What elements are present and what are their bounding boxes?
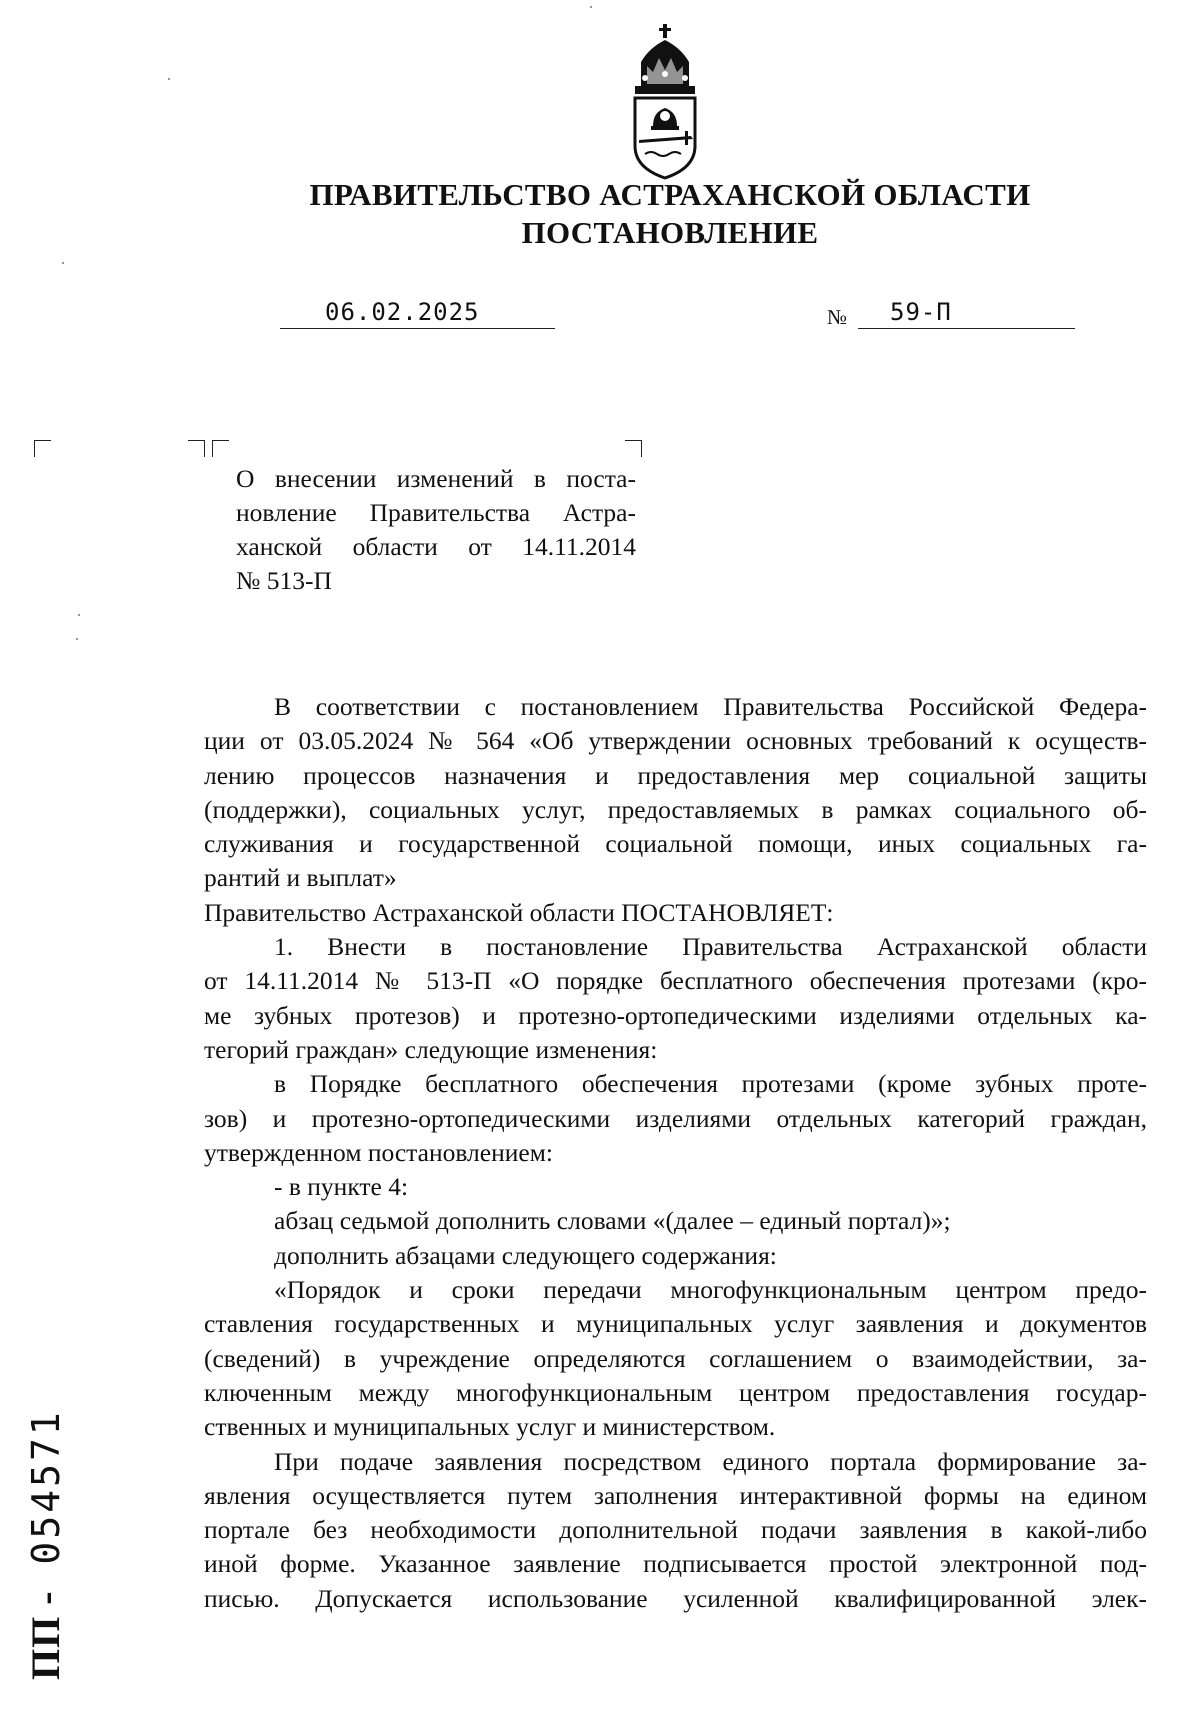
- serial-number: [22, 1409, 69, 1680]
- body-line: писью. Допускается использование усиленной квалифицированной элек-: [204, 1583, 1147, 1613]
- subject-line: О внесении изменений в поста-: [236, 464, 636, 493]
- body-line: В соответствии с постановлением Правительства Российской Федера-: [274, 692, 1147, 721]
- scan-speck: [168, 78, 170, 80]
- scan-speck: [62, 262, 64, 264]
- astrakhan-coat-of-arms-icon: [627, 22, 703, 182]
- number-field: [858, 298, 1075, 329]
- body-line: ме зубных протезов) и протезно-ортопедическими изделиями отдельных ка-: [204, 1000, 1147, 1030]
- body-line: ключенным между многофункциональным центром предоставления государ-: [204, 1377, 1147, 1407]
- document-type: ПОСТАНОВЛЕНИЕ: [521, 215, 819, 250]
- government-title: ПРАВИТЕЛЬСТВО АСТРАХАНСКОЙ ОБЛАСТИ: [309, 177, 1031, 212]
- body-line: ставления государственных и муниципальных услуг заявления и документов: [204, 1309, 1147, 1339]
- document-number: 59-П: [890, 298, 952, 326]
- corner-mark-right: [625, 440, 642, 457]
- scan-speck: [78, 614, 80, 616]
- body-line: 1. Внести в постановление Правительства Астраханской области: [274, 932, 1147, 962]
- body-line: - в пункте 4:: [274, 1172, 409, 1202]
- body-line: При подаче заявления посредством единого портала формирование за-: [274, 1446, 1147, 1476]
- body-line: лению процессов назначения и предоставления мер социальной защиты: [204, 760, 1147, 790]
- body-line: (поддержки), социальных услуг, предоставляемых в рамках социального об-: [204, 794, 1147, 824]
- body-line: зов) и протезно-ортопедическими изделиями отдельных категорий граждан,: [204, 1103, 1147, 1133]
- serial-prefix: ПП -: [23, 1590, 68, 1680]
- body-line: тегорий граждан» следующие изменения:: [204, 1034, 658, 1064]
- body-line: «Порядок и сроки передачи многофункциональным центром предо-: [274, 1275, 1147, 1305]
- corner-mark-left: [34, 440, 51, 457]
- serial-digits: 054571: [24, 1409, 68, 1565]
- body-line: явления осуществляется путем заполнения интерактивной формы на едином: [204, 1480, 1147, 1510]
- body-line: (сведений) в учреждение определяются соглашением о взаимодействии, за-: [204, 1343, 1147, 1373]
- body-line: утвержденном постановлением:: [204, 1137, 553, 1167]
- body-line: в Порядке бесплатного обеспечения протезами (кроме зубных проте-: [274, 1069, 1147, 1099]
- date-field: [280, 298, 555, 329]
- scan-speck: [590, 6, 592, 8]
- corner-mark: [212, 440, 229, 457]
- scan-speck: [76, 638, 78, 640]
- number-sign: №: [827, 305, 848, 329]
- body-line: служивания и государственной социальной помощи, иных социальных га-: [204, 829, 1147, 859]
- document-subject: [236, 462, 636, 598]
- subject-line: ханской области от 14.11.2014: [236, 532, 636, 561]
- document-date: 06.02.2025: [325, 298, 480, 326]
- corner-mark: [188, 440, 205, 457]
- body-line: ции от 03.05.2024 № 564 «Об утверждении основных требований к осуществ-: [204, 726, 1147, 756]
- body-line: абзац седьмой дополнить словами «(далее – единый портал)»;: [274, 1206, 951, 1236]
- body-line: Правительство Астраханской области ПОСТАНОВЛЯЕТ:: [204, 897, 834, 927]
- document-body: [204, 690, 1147, 1616]
- subject-line: новление Правительства Астра-: [236, 498, 636, 527]
- body-line: дополнить абзацами следующего содержания:: [274, 1240, 777, 1270]
- body-line: иной форме. Указанное заявление подписывается простой электронной под-: [204, 1549, 1147, 1579]
- body-line: от 14.11.2014 № 513-П «О порядке бесплатного обеспечения протезами (кро-: [204, 966, 1147, 996]
- body-line: портале без необходимости дополнительной подачи заявления в какой-либо: [204, 1515, 1147, 1545]
- body-line: ственных и муниципальных услуг и министерством.: [204, 1412, 776, 1442]
- body-line: рантий и выплат»: [204, 863, 397, 893]
- subject-line: № 513-П: [236, 566, 332, 595]
